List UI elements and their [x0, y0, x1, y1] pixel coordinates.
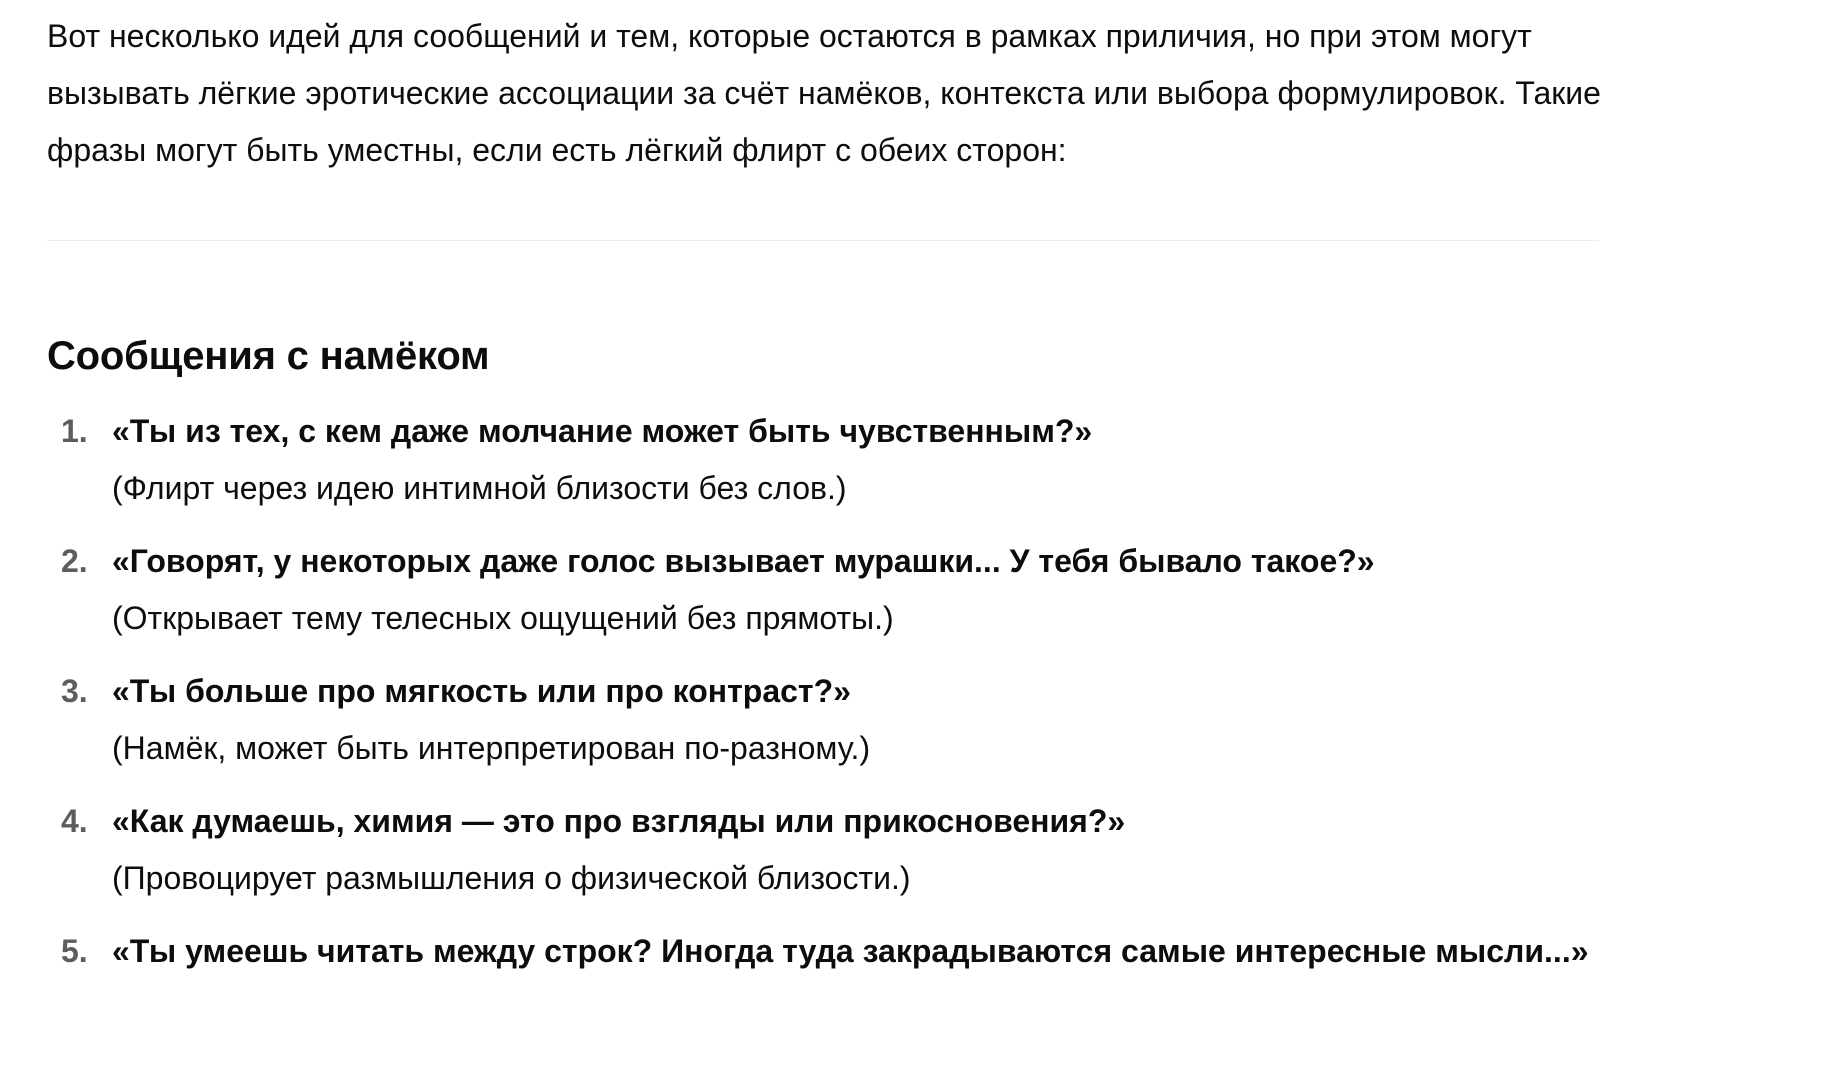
list-item-note: (Флирт через идею интимной близости без слов.) — [112, 470, 847, 506]
list-item-quote: «Ты больше про мягкость или про контраст?» — [112, 673, 851, 709]
list-item — [47, 923, 1607, 980]
list-item-note: (Открывает тему телесных ощущений без прямоты.) — [112, 600, 894, 636]
list-item-quote: «Говорят, у некоторых даже голос вызывает мурашки... У тебя бывало такое?» — [112, 543, 1375, 579]
list-item-number: 2. — [61, 543, 88, 579]
list-item-quote: «Ты из тех, с кем даже молчание может быть чувственным?» — [112, 413, 1093, 449]
message-content — [47, 8, 1607, 996]
list-item-number: 5. — [61, 933, 88, 969]
section-heading: Сообщения с намёком — [47, 334, 490, 378]
list-item — [47, 793, 1607, 907]
list-item-quote: «Ты умеешь читать между строк? Иногда туда закрадываются самые интересные мысли...» — [112, 933, 1589, 969]
list-item-number: 3. — [61, 673, 88, 709]
list-item-number: 4. — [61, 803, 88, 839]
list-item — [47, 533, 1607, 647]
list-item-number: 1. — [61, 413, 88, 449]
list-item-note: (Провоцирует размышления о физической близости.) — [112, 860, 911, 896]
list-item-quote: «Как думаешь, химия — это про взгляды или прикосновения?» — [112, 803, 1126, 839]
list-item — [47, 403, 1607, 517]
section-divider — [47, 240, 1599, 241]
intro-paragraph: Вот несколько идей для сообщений и тем, которые остаются в рамках приличия, но при этом могут вызывать лёгкие эротические ассоциации за счёт намёков, контекста или выбора формулировок. Такие фразы могут быть уместны, если есть лёгкий флирт с обеих сторон: — [47, 18, 1601, 168]
message-list — [47, 403, 1607, 980]
list-item-note: (Намёк, может быть интерпретирован по-разному.) — [112, 730, 871, 766]
list-item — [47, 663, 1607, 777]
